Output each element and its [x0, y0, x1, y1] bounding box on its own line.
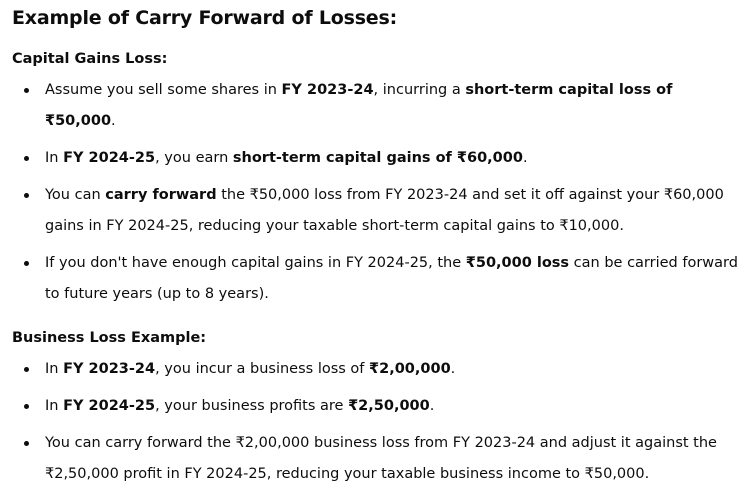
bullet-icon — [24, 367, 29, 372]
list-item — [12, 75, 750, 137]
page-title: Example of Carry Forward of Losses: — [12, 7, 398, 29]
capital-gains-list — [12, 75, 750, 310]
bold-text: FY 2023-24 — [281, 82, 374, 98]
text: , you incur a business loss of — [155, 361, 370, 377]
bullet-icon — [24, 441, 29, 446]
list-item — [12, 248, 750, 310]
bold-text: FY 2023-24 — [63, 361, 156, 377]
list-item — [12, 180, 750, 242]
bold-text: short-term capital loss of ₹50,000 — [45, 82, 673, 129]
bullet-icon — [24, 261, 29, 266]
business-loss-heading: Business Loss Example: — [12, 330, 207, 346]
text: If you don't have enough capital gains in FY 2024-25, the — [45, 255, 466, 271]
list-item — [12, 143, 750, 174]
bullet-icon — [24, 404, 29, 409]
text: . — [450, 361, 456, 377]
text: . — [522, 150, 528, 166]
bullet-icon — [24, 193, 29, 198]
text: the ₹50,000 loss from FY 2023-24 and set it off against your ₹60,000 gains in FY 2024-25, reducing your taxable short-term capital gains to ₹10,000. — [45, 187, 724, 234]
text: . — [429, 398, 435, 414]
text: You can — [45, 187, 106, 203]
bold-text: FY 2024-25 — [63, 150, 156, 166]
bold-text: ₹2,50,000 — [348, 398, 430, 414]
text: , you earn — [155, 150, 233, 166]
list-item — [12, 428, 750, 490]
bold-text: short-term capital gains of ₹60,000 — [232, 150, 523, 166]
text: Assume you sell some shares in — [45, 82, 282, 98]
text: . — [111, 113, 116, 129]
text: In — [45, 150, 64, 166]
bullet-icon — [24, 88, 29, 93]
bold-text: ₹2,00,000 — [369, 361, 451, 377]
text: In — [45, 398, 64, 414]
text: , incurring a — [373, 82, 466, 98]
capital-gains-heading: Capital Gains Loss: — [12, 51, 168, 67]
text: , your business profits are — [155, 398, 349, 414]
bold-text: carry forward — [105, 187, 217, 203]
text: can be carried forward to future years (up to 8 years). — [45, 255, 738, 302]
text: In — [45, 361, 64, 377]
bold-text: FY 2024-25 — [63, 398, 156, 414]
bold-text: ₹50,000 loss — [465, 255, 570, 271]
list-item — [12, 354, 750, 385]
list-item — [12, 391, 750, 422]
text: You can carry forward the ₹2,00,000 business loss from FY 2023-24 and adjust it against the ₹2,50,000 profit in FY 2024-25, reducing your taxable business income to ₹50,000. — [45, 435, 717, 482]
business-loss-list — [12, 354, 750, 490]
bullet-icon — [24, 156, 29, 161]
